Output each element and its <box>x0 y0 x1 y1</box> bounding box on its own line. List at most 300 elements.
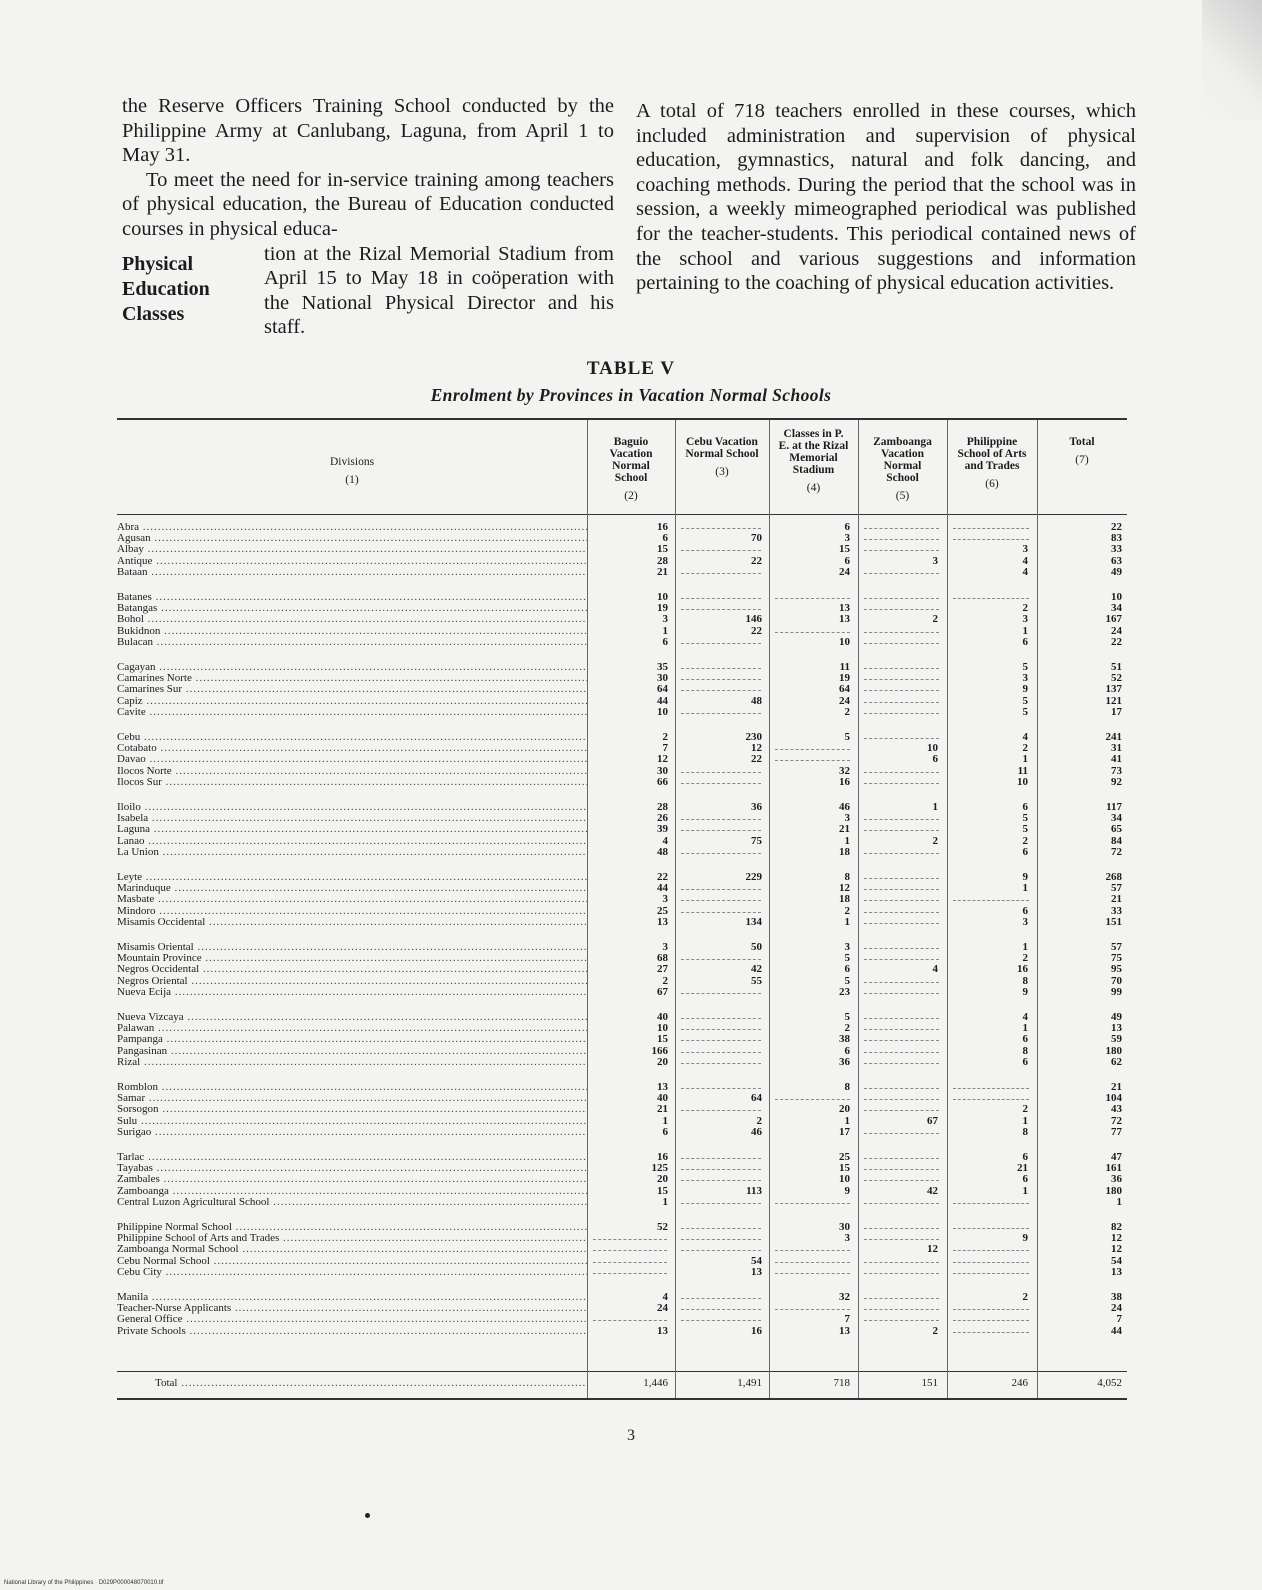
total-cell: 268 <box>1105 871 1122 883</box>
value-cell: 5 <box>844 974 850 987</box>
value-cell: 52 <box>657 1221 668 1233</box>
empty-cell-leader <box>864 550 939 552</box>
value-cell: 6 <box>1022 1173 1028 1186</box>
total-cell: 33 <box>1111 904 1122 917</box>
division-name <box>117 673 587 684</box>
value-cell: 1 <box>662 1195 668 1208</box>
empty-cell-leader <box>681 830 761 832</box>
column-header-number: (6) <box>985 478 999 490</box>
table-row <box>117 847 1127 858</box>
empty-cell-leader <box>864 1158 939 1160</box>
division-label: Zamboanga <box>117 1185 169 1197</box>
empty-cell-leader <box>681 959 761 961</box>
division-name <box>117 976 587 987</box>
division-name <box>117 522 587 533</box>
column-header-label: Classes in P. E. at the Rizal Memorial Stadium <box>778 428 849 476</box>
division-name <box>117 1127 587 1138</box>
value-cell: 9 <box>844 1184 850 1197</box>
empty-cell-leader <box>864 1169 939 1171</box>
empty-cell-leader <box>864 1298 939 1300</box>
table-row <box>117 1267 1127 1278</box>
value-cell: 15 <box>839 1162 850 1175</box>
value-cell: 75 <box>751 834 762 847</box>
total-cell: 83 <box>1111 532 1122 545</box>
value-cell: 17 <box>839 1125 850 1138</box>
division-label: Cagayan <box>117 662 156 673</box>
empty-cell-leader <box>864 783 939 785</box>
empty-cell-leader <box>775 1099 850 1101</box>
total-cell: 99 <box>1111 985 1122 998</box>
division-name <box>117 626 587 637</box>
value-cell: 44 <box>657 882 668 895</box>
value-cell: 4 <box>662 1291 668 1303</box>
empty-cell-leader <box>864 1110 939 1112</box>
division-label: Negros Oriental <box>117 975 188 987</box>
division-label: Bulacan <box>117 636 154 648</box>
table-row <box>117 1116 1127 1127</box>
division-label: Romblon <box>117 1082 158 1093</box>
table-row <box>117 1186 1127 1197</box>
table-row <box>117 1256 1127 1267</box>
table-bottom-rule <box>117 1398 1127 1400</box>
table-row <box>117 953 1127 964</box>
value-cell: 16 <box>1017 963 1028 976</box>
value-cell: 36 <box>839 1055 850 1068</box>
value-cell: 1,446 <box>643 1377 668 1389</box>
table-row <box>117 522 1127 533</box>
empty-cell-leader <box>864 900 939 902</box>
value-cell: 46 <box>751 1125 762 1138</box>
empty-cell-leader <box>775 1262 850 1264</box>
total-row <box>117 1378 1127 1389</box>
division-label: Ilocos Norte <box>117 765 172 777</box>
value-cell: 16 <box>839 775 850 788</box>
empty-cell-leader <box>775 598 850 600</box>
empty-cell-leader <box>681 573 761 575</box>
total-cell: 70 <box>1111 974 1122 987</box>
table-row <box>117 544 1127 555</box>
empty-cell-leader <box>681 1018 761 1020</box>
value-cell: 1 <box>1022 882 1028 895</box>
empty-cell-leader <box>681 598 761 600</box>
value-cell: 1 <box>1022 1114 1028 1127</box>
division-label: Agusan <box>117 533 151 545</box>
division-name <box>117 872 587 883</box>
empty-cell-leader <box>953 539 1029 541</box>
division-label: Sorsogon <box>117 1104 159 1116</box>
value-cell: 10 <box>657 591 668 603</box>
value-cell: 19 <box>657 602 668 615</box>
division-name <box>117 1152 587 1163</box>
empty-cell-leader <box>681 1228 761 1230</box>
column-header <box>117 456 587 486</box>
division-name <box>117 1256 587 1267</box>
empty-cell-leader <box>681 993 761 995</box>
empty-cell-leader <box>864 1029 939 1031</box>
value-cell: 15 <box>657 1184 668 1197</box>
paragraph-stadium: tion at the Rizal Memorial Stadium from April 15 to May 18 in coöperation with the National Physical Director and his staff. <box>264 242 614 339</box>
empty-cell-leader <box>864 738 939 740</box>
division-name <box>117 707 587 718</box>
total-cell: 10 <box>1111 591 1122 603</box>
table-row <box>117 1093 1127 1104</box>
division-name <box>117 987 587 998</box>
empty-cell-leader <box>864 878 939 880</box>
value-cell: 23 <box>839 985 850 998</box>
division-name <box>117 743 587 754</box>
column-header-number: (5) <box>895 490 910 502</box>
paragraph-rotc: the Reserve Officers Training School conducted by the Philippine Army at Canlubang, Laguna, from April 1 to May 31. <box>122 95 614 167</box>
value-cell: 6 <box>1022 1151 1028 1163</box>
empty-cell-leader <box>864 993 939 995</box>
total-cell: 36 <box>1111 1173 1122 1186</box>
division-label: Ilocos Sur <box>117 776 162 788</box>
empty-cell-leader <box>864 598 939 600</box>
total-cell: 22 <box>1111 521 1122 533</box>
value-cell: 54 <box>751 1254 762 1267</box>
empty-cell-leader <box>681 1040 761 1042</box>
empty-cell-leader <box>775 749 850 751</box>
division-name <box>117 637 587 648</box>
empty-cell-leader <box>681 1088 761 1090</box>
division-label: Cavite <box>117 706 146 718</box>
total-cell: 167 <box>1105 613 1122 626</box>
empty-cell-leader <box>864 830 939 832</box>
table-row <box>117 883 1127 894</box>
empty-cell-leader <box>681 912 761 914</box>
value-cell: 151 <box>921 1377 938 1389</box>
division-name <box>117 847 587 858</box>
table-row <box>117 1163 1127 1174</box>
value-cell: 3 <box>844 532 850 545</box>
empty-cell-leader <box>681 819 761 821</box>
value-cell: 27 <box>657 963 668 976</box>
value-cell: 30 <box>657 764 668 777</box>
left-text-column <box>122 94 614 340</box>
empty-cell-leader <box>775 1203 850 1205</box>
value-cell: 6 <box>662 1125 668 1138</box>
value-cell: 2 <box>1022 1103 1028 1116</box>
total-cell: 38 <box>1111 1291 1122 1303</box>
value-cell: 1 <box>844 1114 850 1127</box>
table-row <box>117 1127 1127 1138</box>
value-cell: 67 <box>927 1114 938 1127</box>
value-cell: 40 <box>657 1092 668 1105</box>
empty-cell-leader <box>864 713 939 715</box>
table-row <box>117 1034 1127 1045</box>
empty-cell-leader <box>953 1262 1029 1264</box>
division-name <box>117 1023 587 1034</box>
division-name <box>117 824 587 835</box>
column-header-number: (2) <box>624 490 638 502</box>
division-label: Camarines Norte <box>117 673 192 685</box>
table-row <box>117 894 1127 905</box>
empty-cell-leader <box>864 679 939 681</box>
value-cell: 26 <box>657 812 668 825</box>
value-cell: 19 <box>839 672 850 685</box>
total-cell: 7 <box>1116 1313 1122 1326</box>
value-cell: 2 <box>1022 952 1028 965</box>
division-label: Cebu Normal School <box>117 1255 210 1267</box>
empty-cell-leader <box>593 1239 667 1241</box>
empty-cell-leader <box>775 632 850 634</box>
value-cell: 40 <box>657 1011 668 1023</box>
value-cell: 3 <box>662 893 668 906</box>
empty-cell-leader <box>681 853 761 855</box>
total-cell: 4,052 <box>1097 1377 1122 1389</box>
value-cell: 4 <box>1022 554 1028 567</box>
value-cell: 44 <box>657 694 668 707</box>
value-cell: 5 <box>1022 705 1028 718</box>
empty-cell-leader <box>864 1018 939 1020</box>
value-cell: 13 <box>657 1081 668 1093</box>
value-cell: 28 <box>657 554 668 567</box>
value-cell: 1 <box>662 1114 668 1127</box>
column-header-number: (1) <box>345 474 359 486</box>
value-cell: 67 <box>657 985 668 998</box>
value-cell: 64 <box>751 1092 762 1105</box>
value-cell: 6 <box>844 963 850 976</box>
total-cell: 57 <box>1111 941 1122 953</box>
value-cell: 46 <box>839 801 850 813</box>
value-cell: 10 <box>657 1022 668 1035</box>
division-label: Misamis Oriental <box>117 942 194 953</box>
value-cell: 22 <box>751 554 762 567</box>
value-cell: 12 <box>839 882 850 895</box>
division-name <box>117 662 587 673</box>
value-cell: 24 <box>839 694 850 707</box>
value-cell: 32 <box>839 1291 850 1303</box>
division-label: Misamis Occidental <box>117 916 206 928</box>
total-cell: 84 <box>1111 834 1122 847</box>
empty-cell-leader <box>681 900 761 902</box>
empty-cell-leader <box>681 1298 761 1300</box>
value-cell: 21 <box>657 565 668 578</box>
empty-cell-leader <box>864 1239 939 1241</box>
division-name <box>117 813 587 824</box>
value-cell: 9 <box>1022 1232 1028 1245</box>
empty-cell-leader <box>864 632 939 634</box>
table-row <box>117 673 1127 684</box>
value-cell: 2 <box>844 1022 850 1035</box>
division-label: Philippine Normal School <box>117 1222 232 1233</box>
empty-cell-leader <box>864 1099 939 1101</box>
division-name <box>117 836 587 847</box>
division-label: Total <box>155 1378 178 1389</box>
value-cell: 6 <box>1022 904 1028 917</box>
division-name <box>117 1093 587 1104</box>
total-cell: 12 <box>1111 1232 1122 1245</box>
empty-cell-leader <box>681 1169 761 1171</box>
division-name <box>117 1314 587 1325</box>
empty-cell-leader <box>775 760 850 762</box>
value-cell: 6 <box>1022 1033 1028 1046</box>
column-header <box>769 428 858 494</box>
table-row <box>117 872 1127 883</box>
division-name <box>117 1292 587 1303</box>
division-label: Tarlac <box>117 1152 145 1163</box>
division-name <box>117 964 587 975</box>
empty-cell-leader <box>864 1262 939 1264</box>
table-row <box>117 942 1127 953</box>
empty-cell-leader <box>681 1203 761 1205</box>
total-cell: 121 <box>1105 694 1122 707</box>
division-label: Private Schools <box>117 1325 186 1337</box>
value-cell: 1 <box>1022 624 1028 637</box>
value-cell: 21 <box>657 1103 668 1116</box>
total-cell: 75 <box>1111 952 1122 965</box>
empty-cell-leader <box>953 1228 1029 1230</box>
value-cell: 39 <box>657 823 668 836</box>
value-cell: 4 <box>1022 565 1028 578</box>
empty-cell-leader <box>681 668 761 670</box>
division-label: Bataan <box>117 566 148 578</box>
value-cell: 25 <box>839 1151 850 1163</box>
value-cell: 50 <box>751 941 762 953</box>
value-cell: 3 <box>932 554 938 567</box>
table-row <box>117 824 1127 835</box>
table-row <box>117 987 1127 998</box>
column-header-label: Philippine School of Arts and Trades <box>957 436 1027 472</box>
empty-cell-leader <box>681 1110 761 1112</box>
empty-cell-leader <box>681 528 761 530</box>
empty-cell-leader <box>775 1309 850 1311</box>
total-cell: 49 <box>1111 565 1122 578</box>
division-name <box>117 592 587 603</box>
value-cell: 3 <box>662 613 668 626</box>
division-label: Masbate <box>117 894 155 906</box>
column-header <box>947 436 1037 490</box>
table-row <box>117 1012 1127 1023</box>
side-heading-line: Classes <box>122 302 185 325</box>
value-cell: 7 <box>662 742 668 755</box>
table-row <box>117 533 1127 544</box>
division-name <box>117 1244 587 1255</box>
value-cell: 18 <box>839 845 850 858</box>
division-label: Zambales <box>117 1174 160 1186</box>
total-cell: 57 <box>1111 882 1122 895</box>
value-cell: 2 <box>932 613 938 626</box>
division-label: Nueva Vizcaya <box>117 1012 184 1023</box>
total-cell: 59 <box>1111 1033 1122 1046</box>
division-name <box>117 603 587 614</box>
value-cell: 3 <box>844 1232 850 1245</box>
empty-cell-leader <box>681 1309 761 1311</box>
total-cell: 44 <box>1111 1324 1122 1337</box>
value-cell: 8 <box>1022 1125 1028 1138</box>
division-label: Antique <box>117 555 153 567</box>
value-cell: 42 <box>751 963 762 976</box>
page-corner-shadow <box>1202 0 1262 120</box>
value-cell: 246 <box>1011 1377 1028 1389</box>
value-cell: 5 <box>844 731 850 743</box>
paragraph-inservice: To meet the need for in-service training among teachers of physical education, the Bureau of Education conducted courses in physical educa- <box>122 168 614 240</box>
table-title: TABLE V <box>586 358 676 379</box>
division-name <box>117 732 587 743</box>
division-name <box>117 883 587 894</box>
total-cell: 13 <box>1111 1265 1122 1278</box>
total-cell: 137 <box>1105 683 1122 696</box>
division-name <box>117 1082 587 1093</box>
empty-cell-leader <box>681 643 761 645</box>
value-cell: 1,491 <box>737 1377 762 1389</box>
value-cell: 2 <box>1022 1291 1028 1303</box>
value-cell: 6 <box>662 635 668 648</box>
division-name <box>117 777 587 788</box>
value-cell: 15 <box>839 543 850 556</box>
value-cell: 20 <box>657 1173 668 1186</box>
total-cell: 51 <box>1111 661 1122 673</box>
column-header <box>587 436 675 502</box>
empty-cell-leader <box>864 668 939 670</box>
empty-cell-leader <box>864 1040 939 1042</box>
division-label: Surigao <box>117 1126 152 1138</box>
empty-cell-leader <box>864 528 939 530</box>
total-cell: 180 <box>1105 1044 1122 1057</box>
value-cell: 230 <box>745 731 762 743</box>
value-cell: 6 <box>844 1044 850 1057</box>
value-cell: 8 <box>1022 974 1028 987</box>
empty-cell-leader <box>864 982 939 984</box>
value-cell: 10 <box>839 1173 850 1186</box>
empty-cell-leader <box>593 1320 667 1322</box>
empty-cell-leader <box>681 1320 761 1322</box>
empty-cell-leader <box>864 959 939 961</box>
value-cell: 6 <box>1022 845 1028 858</box>
division-name <box>117 906 587 917</box>
value-cell: 10 <box>1017 775 1028 788</box>
total-cell: 117 <box>1106 801 1122 813</box>
division-label: Sulu <box>117 1115 138 1127</box>
total-cell: 21 <box>1111 1081 1122 1093</box>
division-name <box>117 696 587 707</box>
value-cell: 6 <box>1022 635 1028 648</box>
value-cell: 13 <box>839 602 850 615</box>
division-label: Davao <box>117 754 146 766</box>
total-cell: 41 <box>1111 753 1122 766</box>
empty-cell-leader <box>953 1088 1029 1090</box>
total-cell: 72 <box>1111 1114 1122 1127</box>
table-row <box>117 732 1127 743</box>
value-cell: 1 <box>662 624 668 637</box>
value-cell: 3 <box>844 812 850 825</box>
division-label: Manila <box>117 1292 149 1303</box>
empty-cell-leader <box>775 1273 850 1275</box>
value-cell: 9 <box>1022 683 1028 696</box>
total-cell: 24 <box>1111 1302 1122 1315</box>
value-cell: 8 <box>844 871 850 883</box>
total-cell: 161 <box>1105 1162 1122 1175</box>
value-cell: 1 <box>844 834 850 847</box>
side-heading-line: Physical <box>122 252 194 275</box>
value-cell: 68 <box>657 952 668 965</box>
division-label: Teacher-Nurse Applicants <box>117 1303 232 1315</box>
total-cell: 1 <box>1116 1195 1122 1208</box>
value-cell: 9 <box>1022 985 1028 998</box>
total-cell: 34 <box>1111 812 1122 825</box>
table-row <box>117 696 1127 707</box>
division-name <box>117 1012 587 1023</box>
division-name <box>117 917 587 928</box>
division-name <box>117 1116 587 1127</box>
value-cell: 3 <box>1022 915 1028 928</box>
value-cell: 22 <box>751 753 762 766</box>
value-cell: 718 <box>833 1377 850 1389</box>
table-row <box>117 1233 1127 1244</box>
division-label: Cotabato <box>117 743 157 755</box>
division-name <box>117 684 587 695</box>
division-name <box>117 1057 587 1068</box>
